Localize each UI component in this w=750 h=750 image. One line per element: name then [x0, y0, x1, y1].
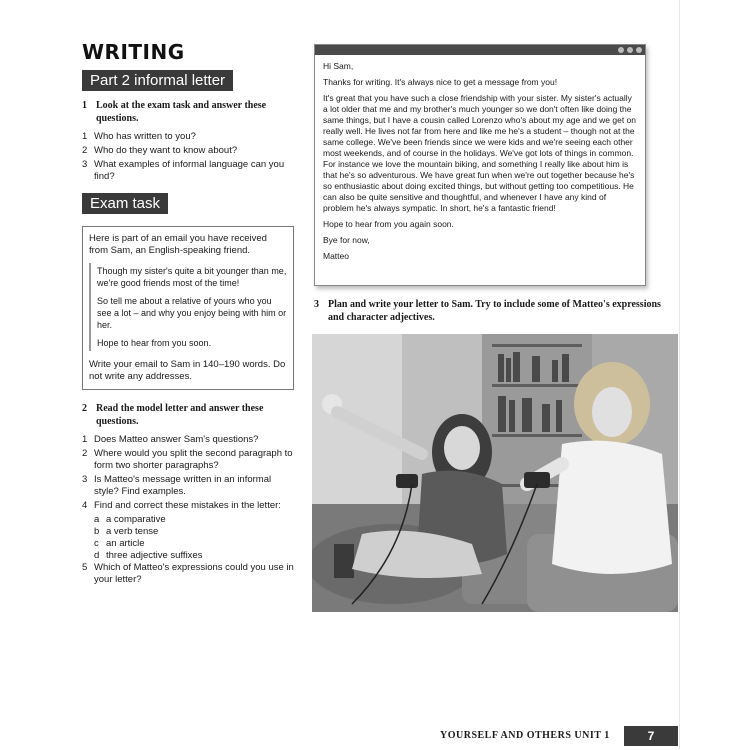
textbook-page — [70, 0, 680, 750]
sub-list-item: b a verb tense — [94, 526, 159, 537]
window-dot-icon — [618, 47, 624, 53]
email-signoff: Bye for now, — [323, 235, 370, 245]
question-3 — [314, 298, 678, 324]
question-number: 1 — [82, 100, 87, 111]
list-item: 1 Who has written to you? — [82, 131, 196, 142]
email-paragraph: Thanks for writing. It's always nice to get a message from you! — [323, 77, 558, 87]
email-signature: Matteo — [323, 251, 349, 261]
email-greeting: Hi Sam, — [323, 61, 354, 71]
question-number: 2 — [82, 403, 87, 414]
question-1 — [82, 99, 294, 125]
photo-two-girls-gaming — [312, 334, 678, 612]
list-item: 1 Does Matteo answer Sam's questions? — [82, 434, 259, 445]
window-dot-icon — [636, 47, 642, 53]
sub-list-item: c an article — [94, 538, 145, 549]
email-body — [315, 55, 645, 273]
question-2-list — [82, 434, 294, 586]
question-1-list — [82, 131, 294, 183]
email-paragraph: It's great that you have such a close friendship with your sister. My sister's actually a lot older that me and my brother's much younger so we don't often like doing the same things, but I have a cousin called Lorenzo who's about my age and we get on really well. He lives not far from here and like me he's a student – though not at the same college. We've been friends since we were kids and we're seeing each other most weekends, and of course in the holidays. We've got lots of things in common. For instance we love the mountain biking, and something I really like about him is that he's so adventurous. We have great fun when we're out together because he's so enthusiastic about doing excited things, but without getting too competitious. He can also be quite sensitive and thoughtful, and whenever I have any kind of problem he's always sympatic. In short, he's a fantastic friend! — [323, 93, 637, 213]
question-text: Read the model letter and answer these questions. — [96, 403, 264, 427]
model-email-window — [314, 44, 646, 286]
email-titlebar — [315, 45, 645, 55]
question-text: Look at the exam task and answer these questions. — [96, 100, 267, 124]
exam-task-box — [82, 226, 294, 390]
question-number: 3 — [314, 299, 319, 310]
exam-instruction: Write your email to Sam in 140–190 words. Do not write any addresses. — [89, 359, 286, 382]
page-heading: WRITING — [82, 40, 185, 64]
window-dot-icon — [627, 47, 633, 53]
list-item: 3 What examples of informal language can you find? — [82, 159, 285, 182]
part-title-banner: Part 2 informal letter — [82, 70, 233, 91]
question-text: Plan and write your letter to Sam. Try to include some of Matteo's expressions and character adjectives. — [328, 299, 661, 323]
email-paragraph: Hope to hear from you again soon. — [323, 219, 454, 229]
sub-list-item: d three adjective suffixes — [94, 550, 203, 561]
list-item: 4 Find and correct these mistakes in the letter: — [82, 500, 281, 511]
list-item: 2 Where would you split the second paragraph to form two shorter paragraphs? — [82, 448, 293, 471]
question-2 — [82, 402, 294, 428]
left-column — [82, 40, 294, 588]
list-item: 3 Is Matteo's message written in an informal style? Find examples. — [82, 474, 272, 497]
page-number: 7 — [624, 726, 678, 746]
exam-task-banner: Exam task — [82, 193, 168, 214]
exam-quote: Though my sister's quite a bit younger than me, we're good friends most of the time! So tell me about a relative of yours who you see a lot – and why you enjoy being with him or her. Hope to hear from you soon. — [89, 263, 287, 351]
exam-intro: Here is part of an email you have received from Sam, an English-speaking friend. — [89, 233, 267, 256]
sub-list-item: a a comparative — [94, 514, 166, 525]
footer-unit-label: YOURSELF AND OTHERS UNIT 1 — [440, 730, 610, 741]
list-item: 2 Who do they want to know about? — [82, 145, 238, 156]
photo-illustration — [312, 334, 678, 612]
list-item: 5 Which of Matteo's expressions could you use in your letter? — [82, 562, 294, 585]
